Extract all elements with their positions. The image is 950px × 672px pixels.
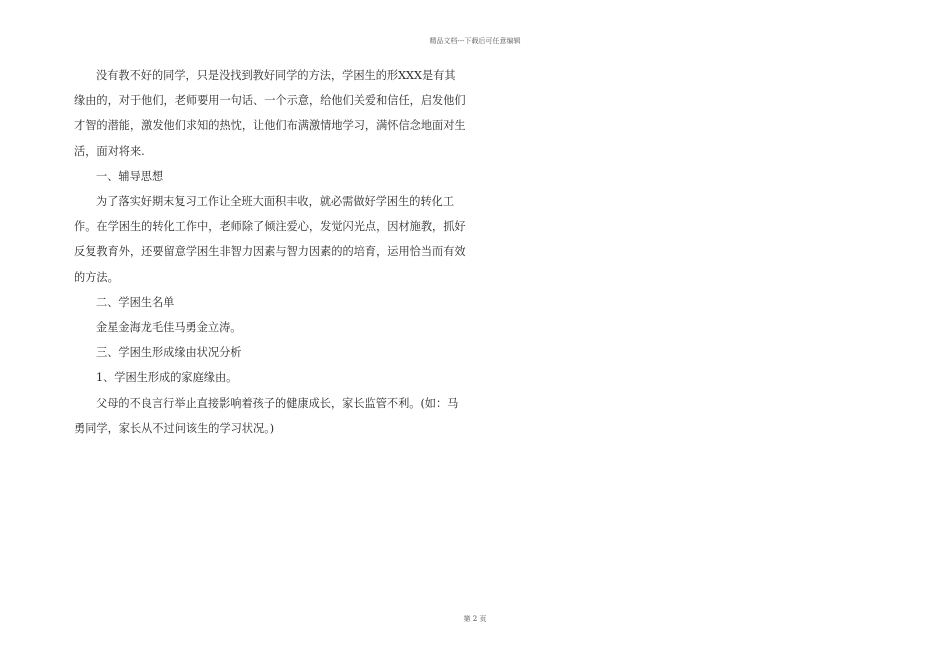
subheading-family-causes: 1、学困生形成的家庭缘由。 — [96, 371, 238, 385]
student-list-paragraph: 金星金海龙毛佳马勇金立涛。 — [96, 321, 242, 335]
page-number: 第 2 页 — [463, 615, 487, 623]
section-heading-guidance: 一、辅导思想 — [96, 169, 164, 183]
page-header: 精品文档---下载后可任意编辑 — [429, 37, 521, 45]
intro-paragraph: 没有教不好的同学，只是没找到教好同学的方法，学困生的形XXX是有其缘由的，对于他们，老师要用一句话、一个示意，给他们关爱和信任，启发他们才智的潜能，激发他们求知的热忱，让他们布满激情地学习，满怀信念地面对生活，面对将来. — [74, 69, 466, 158]
family-causes-paragraph: 父母的不良言行举止直接影响着孩子的健康成长，家长监管不利。(如：马勇同学，家长从不过问该生的学习状况。) — [74, 396, 459, 435]
section-heading-cause-analysis: 三、学困生形成缘由状况分析 — [96, 346, 242, 360]
section-heading-student-list: 二、学困生名单 — [96, 295, 175, 309]
document-body — [74, 63, 466, 441]
guidance-paragraph: 为了落实好期末复习工作让全班大面积丰收，就必需做好学困生的转化工作。在学困生的转化工作中，老师除了倾注爱心，发觉闪光点，因材施教，抓好反复教育外，还要留意学困生非智力因素与智力因素的的培育，运用恰当而有效的方法。 — [74, 195, 466, 284]
